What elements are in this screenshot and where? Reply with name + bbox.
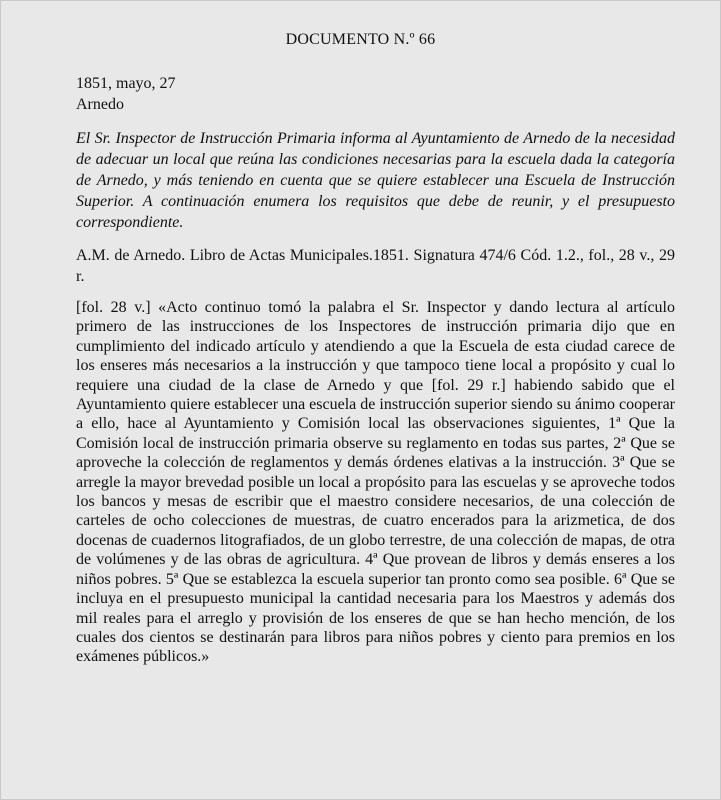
document-place: Arnedo <box>76 96 124 113</box>
archival-source: A.M. de Arnedo. Libro de Actas Municipales.1851. Signatura 474/6 Cód. 1.2., fol., 28 v., 29 r. <box>76 247 675 285</box>
document-date: 1851, mayo, 27 <box>76 75 176 92</box>
transcription-body: [fol. 28 v.] «Acto continuo tomó la palabra el Sr. Inspector y dando lectura al artículo primero de las instrucciones de los Inspectores de instrucción primaria dijo que en cumplimiento del indicado artículo y atendiendo a que la Escuela de esta ciudad carece de los enseres más necesarios a la instrucción y que tampoco tiene local a propósito y cual lo requiere una ciudad de la clase de Arnedo y que [fol. 29 r.] habiendo sabido que el Ayuntamiento quiere establecer una escuela de instrucción superior siendo su ánimo cooperar a ello, hace al Ayuntamiento y Comisión local las observaciones siguientes, 1ª Que la Comisión local de instrucción primaria observe su reglamento en todas sus partes, 2ª Que se aproveche la colección de reglamentos y demás órdenes elativas a la instrucción. 3ª Que se arregle la mayor brevedad posible un local a propósito para las escuelas y se aproveche todos los bancos y mesas de escribir que el maestro considere necesarios, de una colección de carteles de ocho colecciones de muestras, de cuatro encerados para la arizmetica, de dos docenas de cuadernos litografiados, de un globo terrestre, de una colección de mapas, de otra de volúmenes y de las obras de agricultura. 4ª Que provean de libros y demás enseres a los niños pobres. 5ª Que se establezca la escuela superior tan pronto como sea posible. 6ª Que se incluya en el presupuesto municipal la cantidad necesaria para los Maestros y además dos mil reales para el arreglo y provisión de los enseres de que se han hecho mención, de los cuales dos cientos se destinarán para libros para niños pobres y ciento para premios en los exámenes públicos.» <box>76 299 675 666</box>
document-title: DOCUMENTO N.º 66 <box>285 31 436 48</box>
dateline <box>76 73 176 115</box>
document-summary: El Sr. Inspector de Instrucción Primaria informa al Ayuntamiento de Arnedo de la necesidad de adecuar un local que reúna las condiciones necesarias para la escuela dada la categoría de Arnedo, y más teniendo en cuenta que se quiere establecer una Escuela de Instrucción Superior. A continuación enumera los requisitos que debe de reunir, y el presupuesto correspondiente. <box>76 130 675 231</box>
